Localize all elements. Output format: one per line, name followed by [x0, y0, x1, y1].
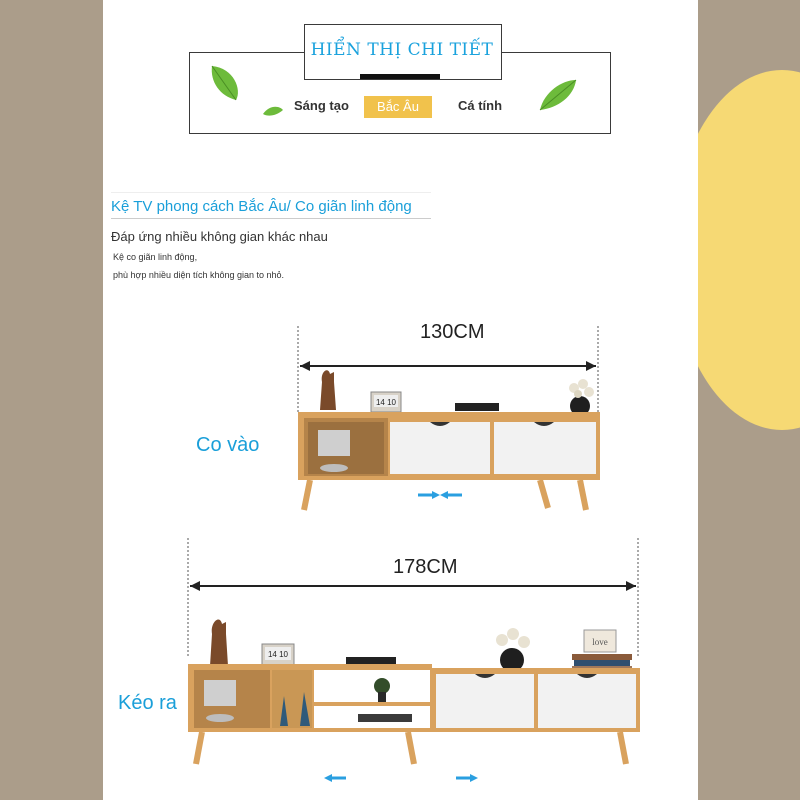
intro-line-1: Kệ co giãn linh động,: [113, 252, 198, 262]
divider: [111, 218, 431, 219]
header-underline: [360, 74, 440, 79]
leaf-icon: [208, 62, 242, 102]
extended-tv-stand-illustration: [180, 536, 650, 790]
tag-personality: Cá tính: [458, 98, 503, 113]
collapsed-width-label: 130CM: [420, 321, 485, 343]
book-label-text: love: [592, 637, 608, 647]
extended-width-label: 178CM: [393, 556, 458, 578]
leaf-icon: [262, 104, 284, 118]
extended-clock-text: 14 10: [267, 650, 289, 659]
collapsed-clock-text: 14 10: [375, 398, 397, 407]
collapsed-mode-label: Co vào: [196, 434, 260, 456]
intro-line-2: phù hợp nhiều diện tích không gian to nhỏ.: [113, 270, 285, 280]
intro-title: Kệ TV phong cách Bắc Âu/ Co giãn linh động: [111, 198, 412, 215]
tag-nordic: Bắc Âu: [364, 96, 432, 118]
divider: [111, 192, 431, 193]
collapsed-tv-stand-illustration: [290, 322, 610, 518]
leaf-icon: [538, 78, 578, 112]
header-title: HIỂN THỊ CHI TIẾT: [310, 40, 494, 60]
tag-creative: Sáng tạo: [294, 98, 349, 113]
left-side-panel: [0, 0, 103, 800]
intro-subtitle: Đáp ứng nhiều không gian khác nhau: [111, 229, 328, 244]
extended-mode-label: Kéo ra: [118, 692, 177, 714]
